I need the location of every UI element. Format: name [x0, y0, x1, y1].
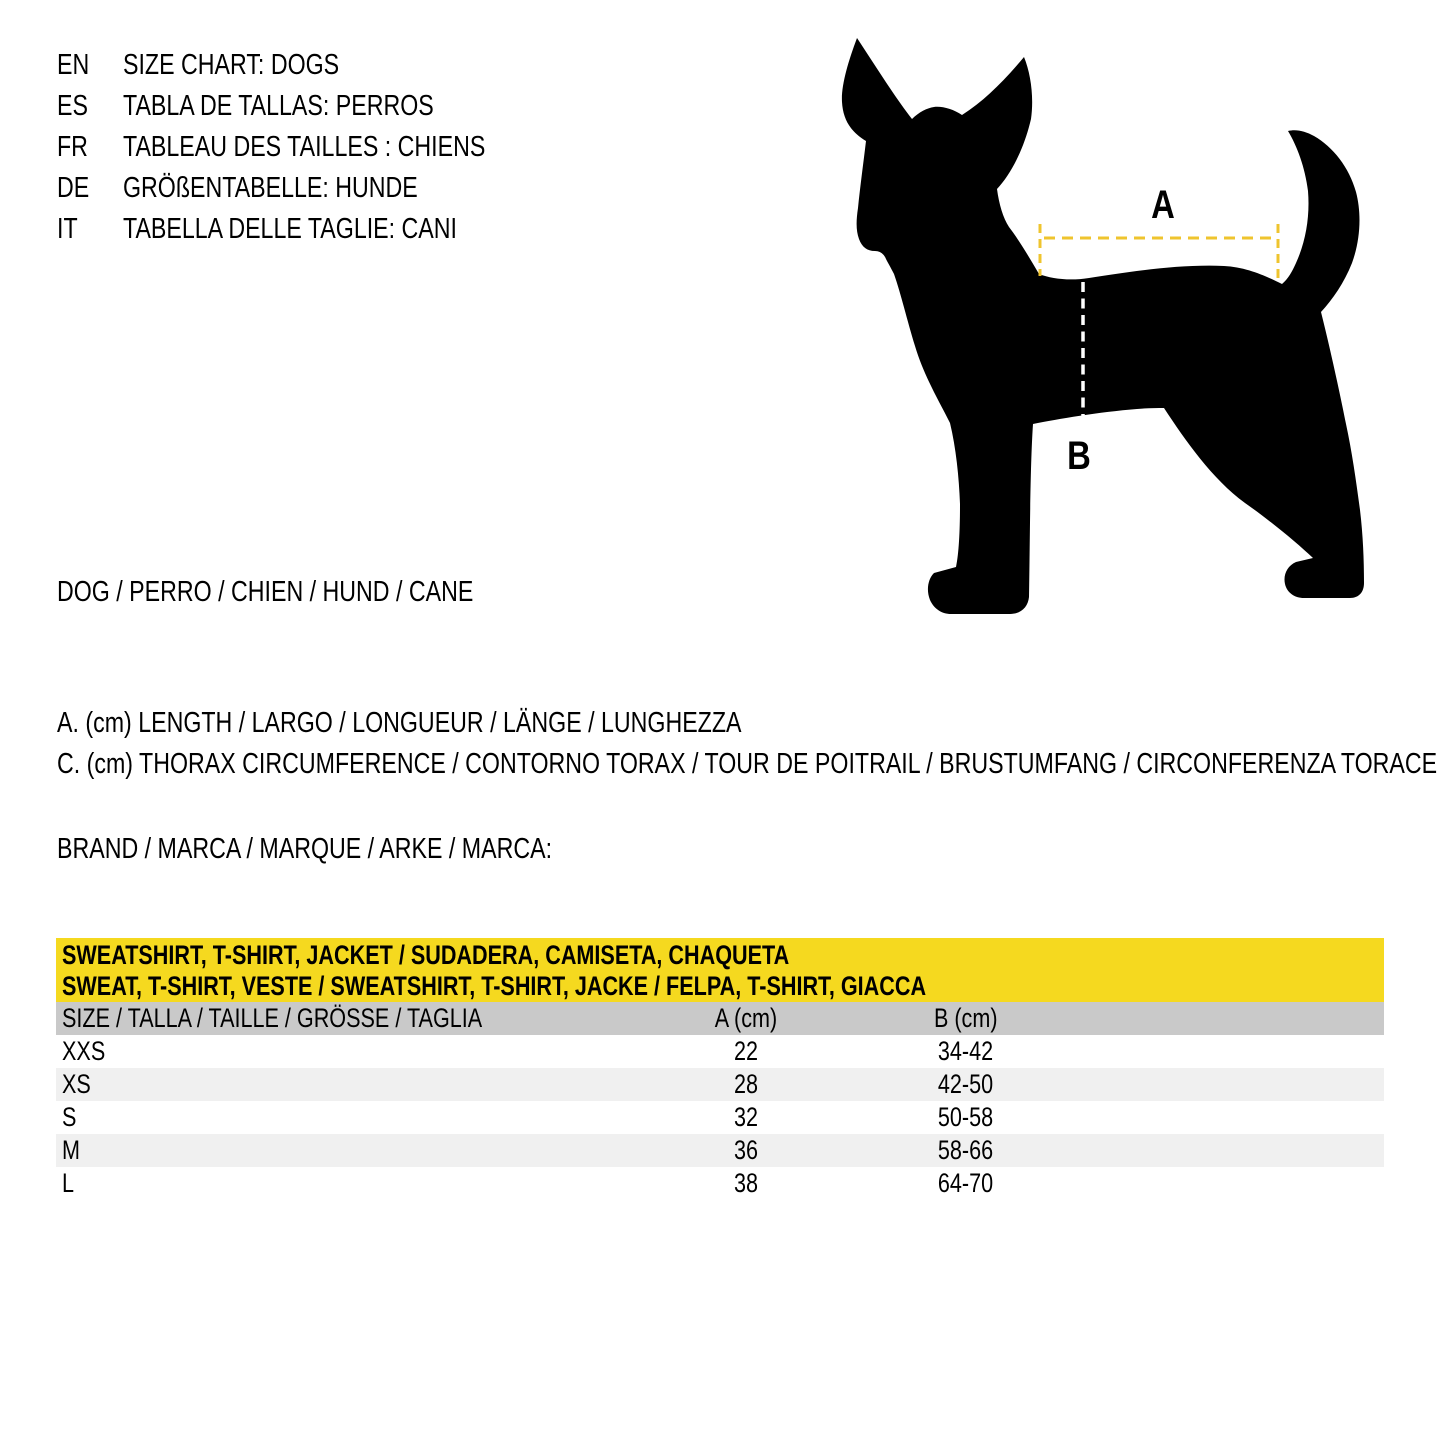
b-cell — [851, 1167, 1081, 1200]
size-cell-text: L — [62, 1168, 75, 1198]
size-cell — [56, 1134, 641, 1167]
measurement-b-label: B — [1067, 434, 1091, 478]
chart-title-it: TABELLA DELLE TAGLIE: CANI — [123, 213, 457, 245]
b-cell — [851, 1068, 1081, 1101]
measurement-a-definition-text: A. (cm) LENGTH / LARGO / LONGUEUR / LÄNGE / LUNGHEZZA — [57, 707, 742, 739]
size-cell — [56, 1068, 641, 1101]
a-cell — [641, 1134, 851, 1167]
measurement-c-definition-text: C. (cm) THORAX CIRCUMFERENCE / CONTORNO TORAX / TOUR DE POITRAIL / BRUSTUMFANG / CIRCONFERENZA TORACE — [57, 748, 1438, 780]
size-cell-text: M — [62, 1135, 80, 1165]
b-cell-text: 50-58 — [938, 1102, 994, 1132]
table-row — [56, 1134, 1384, 1167]
b-cell — [851, 1101, 1081, 1134]
chart-title-en: SIZE CHART: DOGS — [123, 49, 340, 81]
b-cell-text: 34-42 — [938, 1036, 994, 1066]
a-cell-text: 38 — [733, 1168, 759, 1198]
size-cell — [56, 1035, 641, 1068]
column-header-a — [641, 1002, 851, 1035]
chart-title-fr: TABLEAU DES TAILLES : CHIENS — [123, 131, 486, 163]
dog-measurement-diagram — [830, 28, 1375, 620]
a-cell-text: 28 — [733, 1069, 759, 1099]
language-code: DE — [57, 172, 90, 204]
language-code: ES — [57, 90, 88, 122]
column-header-b — [851, 1002, 1081, 1035]
a-cell-text: 22 — [733, 1036, 759, 1066]
language-code: EN — [57, 49, 90, 81]
size-cell-text: XS — [62, 1069, 91, 1099]
column-header-spacer — [1081, 1002, 1384, 1035]
column-header-size — [56, 1002, 641, 1035]
table-row — [56, 1035, 1384, 1068]
table-row — [56, 1101, 1384, 1134]
garment-category-line2 — [56, 971, 1384, 1002]
dog-silhouette — [842, 38, 1364, 614]
b-cell-text: 58-66 — [938, 1135, 994, 1165]
column-header-size-text: SIZE / TALLA / TAILLE / GRÖSSE / TAGLIA — [62, 1003, 483, 1033]
size-table — [56, 1002, 1384, 1200]
row-spacer — [1081, 1134, 1384, 1167]
size-cell — [56, 1167, 641, 1200]
a-cell — [641, 1167, 851, 1200]
b-cell-text: 64-70 — [938, 1168, 994, 1198]
garment-category-line1 — [56, 938, 1384, 971]
animal-caption-text: DOG / PERRO / CHIEN / HUND / CANE — [57, 576, 474, 608]
measurement-a-definition — [57, 703, 913, 744]
brand-caption — [57, 829, 676, 870]
size-cell-text: XXS — [62, 1036, 106, 1066]
table-row — [56, 1167, 1384, 1200]
row-spacer — [1081, 1035, 1384, 1068]
a-cell-text: 36 — [733, 1135, 759, 1165]
row-spacer — [1081, 1167, 1384, 1200]
chart-title-es: TABLA DE TALLAS: PERROS — [123, 90, 434, 122]
column-header-a-text: A (cm) — [714, 1003, 778, 1033]
row-spacer — [1081, 1101, 1384, 1134]
a-cell — [641, 1035, 851, 1068]
garment-category-line1-text: SWEATSHIRT, T-SHIRT, JACKET / SUDADERA, CAMISETA, CHAQUETA — [62, 940, 790, 970]
row-spacer — [1081, 1068, 1384, 1101]
a-cell — [641, 1101, 851, 1134]
measurement-c-definition — [57, 744, 1445, 785]
size-cell — [56, 1101, 641, 1134]
language-code: FR — [57, 131, 88, 163]
brand-caption-text: BRAND / MARCA / MARQUE / ARKE / MARCA: — [57, 833, 553, 865]
table-row — [56, 1068, 1384, 1101]
size-table-header — [56, 1002, 1384, 1035]
garment-category-band — [56, 938, 1384, 1002]
a-cell-text: 32 — [733, 1102, 759, 1132]
b-cell — [851, 1134, 1081, 1167]
chart-title-de: GRÖßENTABELLE: HUNDE — [123, 172, 418, 204]
garment-category-line2-text: SWEAT, T-SHIRT, VESTE / SWEATSHIRT, T-SHIRT, JACKE / FELPA, T-SHIRT, GIACCA — [62, 971, 927, 1001]
column-header-b-text: B (cm) — [934, 1003, 998, 1033]
size-cell-text: S — [62, 1102, 77, 1132]
animal-caption — [57, 572, 577, 613]
b-cell — [851, 1035, 1081, 1068]
language-code: IT — [57, 213, 78, 245]
b-cell-text: 42-50 — [938, 1069, 994, 1099]
a-cell — [641, 1068, 851, 1101]
measurement-a-label: A — [1151, 183, 1175, 227]
